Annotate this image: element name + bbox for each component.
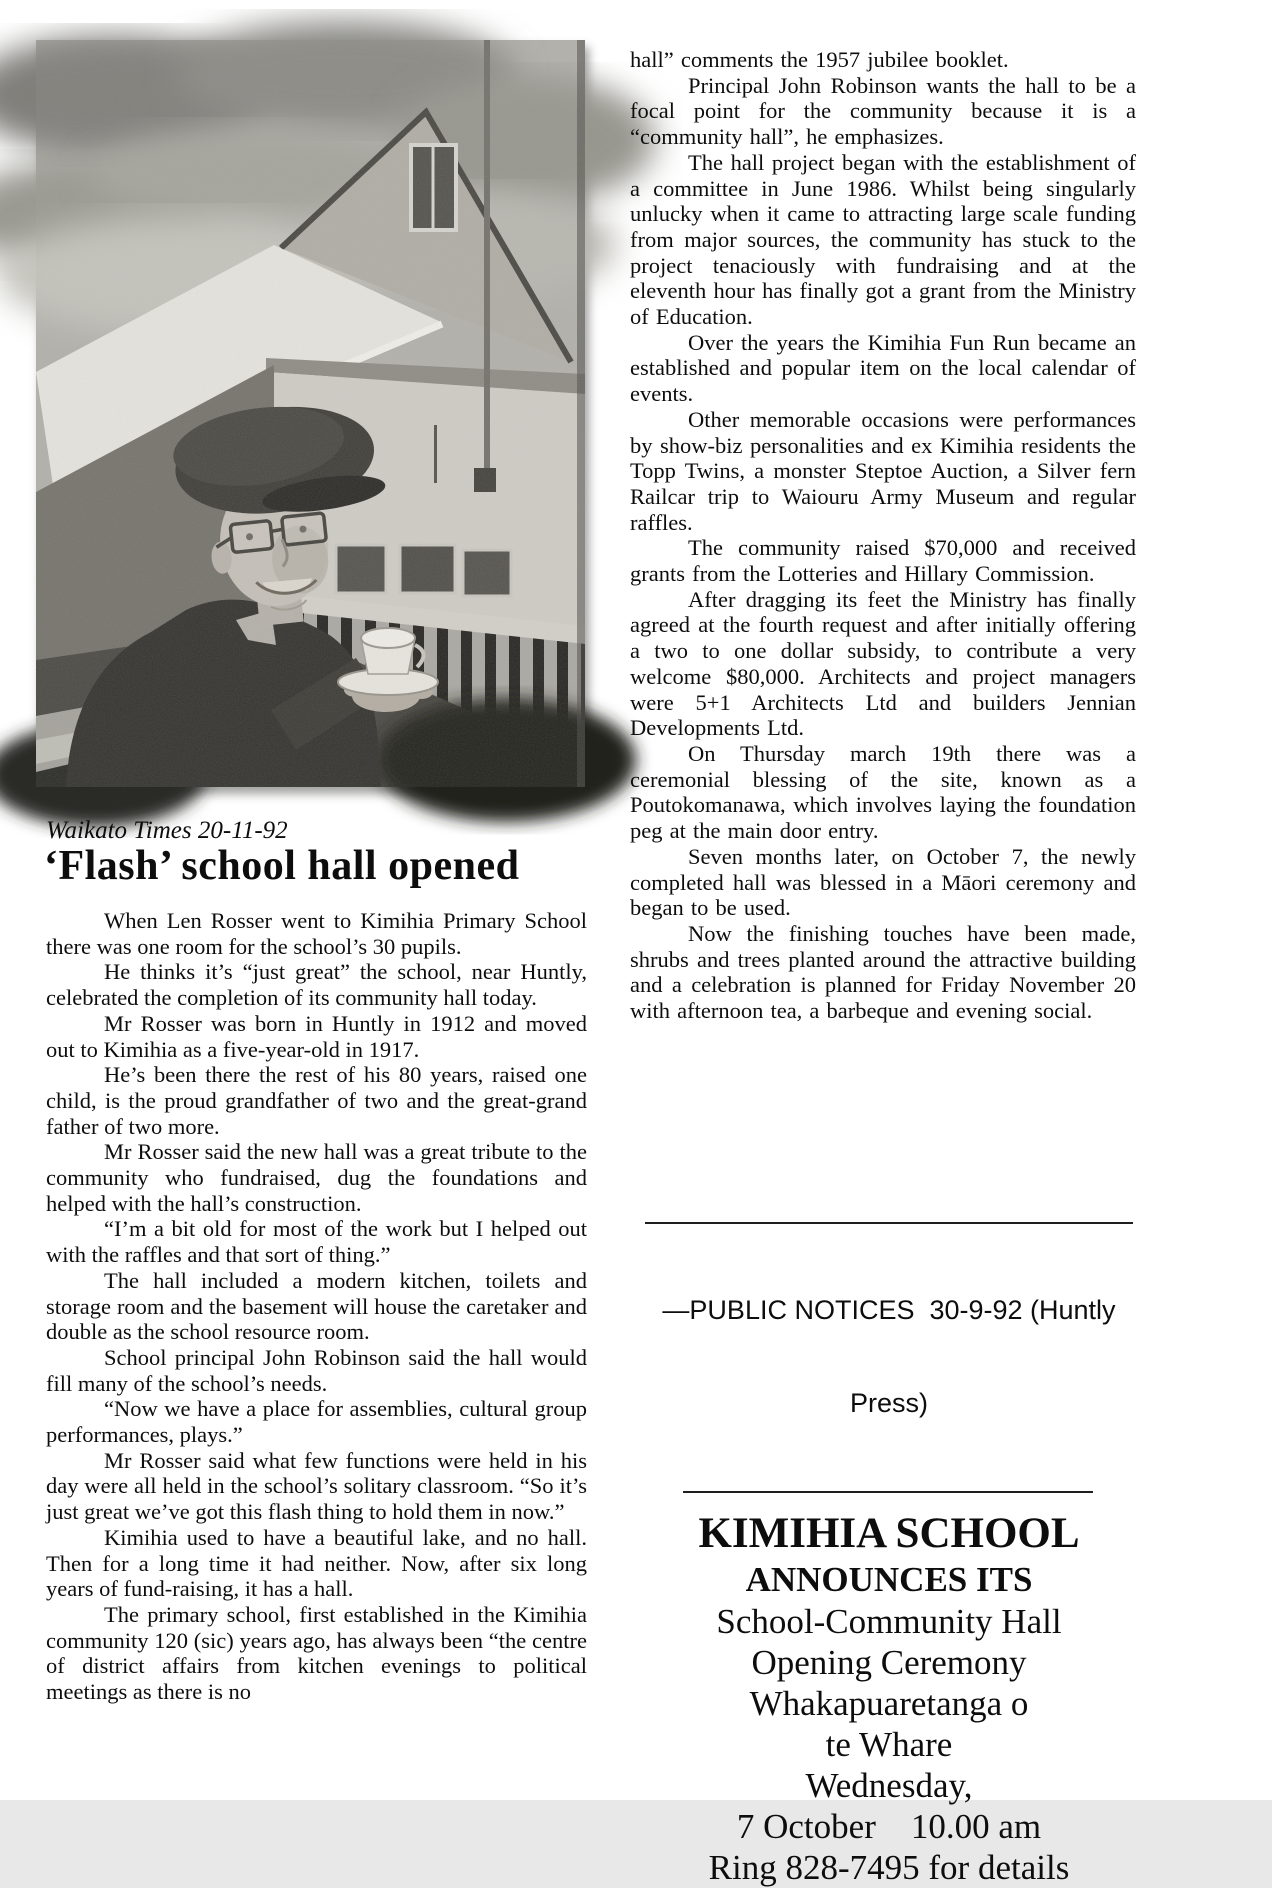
public-notice-ad — [630, 1212, 1148, 1888]
article-paragraph: School principal John Robinson said the hall would fill many of the school’s needs. — [46, 1344, 587, 1396]
divider-rule-bottom — [683, 1491, 1093, 1493]
article-paragraph: He’s been there the rest of his 80 years, raised one child, is the proud grandfather of two and the great-grand father of two more. — [46, 1062, 587, 1139]
article-column-left — [46, 908, 587, 1705]
article-paragraph: Kimihia used to have a beautiful lake, and no hall. Then for a long time it had neither. Now, after six long years of fund-raising, it has a hall. — [46, 1524, 587, 1602]
article-paragraph: The community raised $70,000 and received grants from the Lotteries and Hillary Commission. — [630, 535, 1136, 587]
photo-grain — [36, 40, 585, 787]
article-paragraph: Mr Rosser said what few functions were held in his day were all held in the school’s solitary classroom. “So it’s just great we’ve got this flash thing to hold them in now.” — [46, 1447, 587, 1525]
notice-school-name: KIMIHIA SCHOOL — [698, 1510, 1080, 1557]
notice-date-time: 7 October 10.00 am — [736, 1807, 1042, 1846]
notice-phone: Ring 828-7495 for details — [708, 1848, 1070, 1887]
article-column-right — [630, 47, 1136, 1024]
divider-rule-top — [645, 1222, 1133, 1224]
notice-line: Whakapuaretanga o — [749, 1684, 1029, 1723]
article-paragraph: Mr Rosser was born in Huntly in 1912 and moved out to Kimihia as a five-year-old in 1917. — [46, 1010, 587, 1062]
article-paragraph: On Thursday march 19th there was a ceremonial blessing of the site, known as a Poutokomanawa, which involves laying the foundation peg at the main door entry. — [630, 740, 1136, 844]
notice-line: te Whare — [825, 1725, 953, 1764]
public-notices-header-line1: —PUBLIC NOTICES 30-9-92 (Huntly — [662, 1295, 1116, 1325]
article-paragraph: hall” comments the 1957 jubilee booklet. — [630, 47, 1009, 72]
article-paragraph: When Len Rosser went to Kimihia Primary School there was one room for the school’s 30 pupils. — [46, 908, 587, 959]
article-paragraph: Mr Rosser said the new hall was a great tribute to the community who fundraised, dug the foundations and helped with the hall’s construction. — [46, 1139, 587, 1216]
notice-line: Opening Ceremony — [751, 1643, 1027, 1682]
photo-len-rosser-in-front-of-hall — [36, 40, 585, 787]
article-paragraph: “Now we have a place for assemblies, cultural group performances, plays.” — [46, 1396, 587, 1448]
public-notices-header-line2: Press) — [849, 1388, 928, 1418]
article-paragraph: The primary school, first established in the Kimihia community 120 (sic) years ago, has always been “the centre of district affairs from kitchen evenings to political meetings as there is no — [46, 1601, 587, 1705]
article-paragraph: Principal John Robinson wants the hall to be a focal point for the community because it is a “community hall”, he emphasizes. — [630, 72, 1136, 150]
article-paragraph: After dragging its feet the Ministry has finally agreed at the fourth request and after initially offering a two to one dollar subsidy, to contribute a very welcome $80,000. Architects and project managers were 5+1 Architects Ltd and builders Jennian Developments Ltd. — [630, 586, 1136, 741]
photo-caption: Waikato Times 20-11-92 — [46, 817, 288, 844]
public-notices-header — [630, 1233, 1148, 1481]
article-headline: ‘Flash’ school hall opened — [44, 843, 520, 889]
article-paragraph: The hall included a modern kitchen, toilets and storage room and the basement will house the caretaker and double as the school resource room. — [46, 1267, 587, 1345]
article-paragraph: “I’m a bit old for most of the work but I helped out with the raffles and that sort of thing.” — [46, 1216, 587, 1268]
school-notice — [630, 1509, 1148, 1888]
article-paragraph: Now the finishing touches have been made, shrubs and trees planted around the attractive building and a celebration is planned for Friday November 20 with afternoon tea, a barbeque and evening social. — [630, 920, 1136, 1024]
article-paragraph: Over the years the Kimihia Fun Run became an established and popular item on the local calendar of events. — [630, 329, 1136, 407]
article-photo — [36, 40, 585, 787]
notice-line: School-Community Hall — [716, 1602, 1062, 1641]
article-paragraph: Other memorable occasions were performances by show-biz personalities and ex Kimihia residents the Topp Twins, a monster Steptoe Auction, a Silver fern Railcar trip to Waiouru Army Museum and regular raffles. — [630, 406, 1136, 535]
article-paragraph: He thinks it’s “just great” the school, near Huntly, celebrated the completion of its community hall today. — [46, 959, 587, 1011]
notice-date: Wednesday, — [805, 1766, 973, 1805]
notice-announces: ANNOUNCES ITS — [745, 1560, 1033, 1599]
article-paragraph: The hall project began with the establishment of a committee in June 1986. Whilst being singularly unlucky when it came to attracting large scale funding from major sources, the community has stuck to the project tenaciously with fundraising and at the eleventh hour has finally got a grant from the Ministry of Education. — [630, 149, 1136, 330]
article-paragraph: Seven months later, on October 7, the newly completed hall was blessed in a Māori ceremony and began to be used. — [630, 843, 1136, 921]
